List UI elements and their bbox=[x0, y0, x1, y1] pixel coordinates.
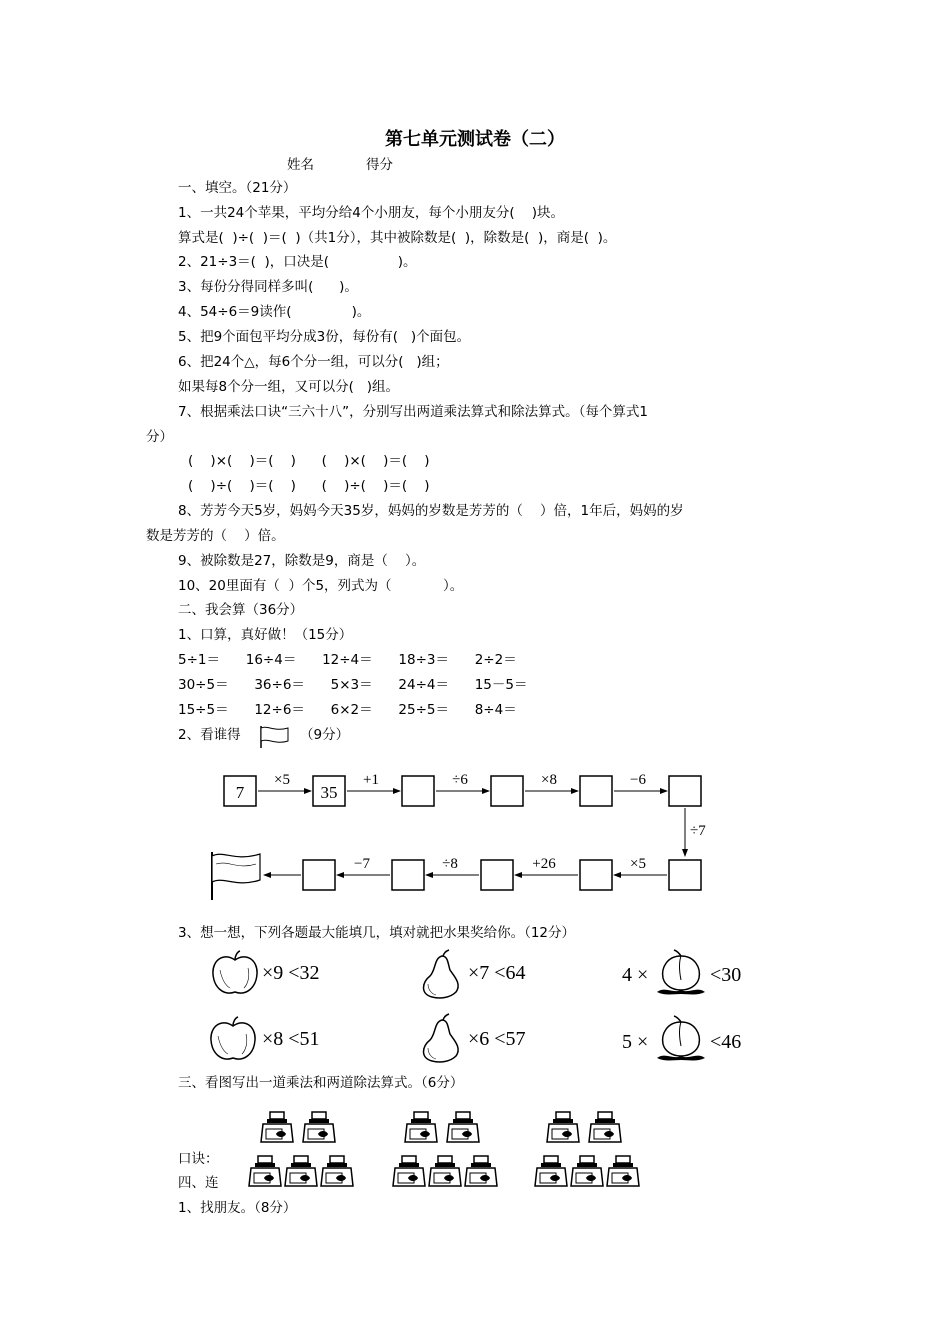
inequality-2: ×7 <64 bbox=[468, 962, 526, 984]
chain-box-9[interactable] bbox=[481, 860, 513, 890]
inequality-5: ×6 <57 bbox=[468, 1028, 526, 1050]
chain-op-5: −6 bbox=[630, 772, 646, 788]
question-7: 7、根据乘法口诀“三六十八”，分别写出两道乘法算式和除法算式。（每个算式1 bbox=[178, 404, 648, 420]
question-8: 8、芳芳今天5岁，妈妈今天35岁，妈妈的岁数是芳芳的（ ）倍，1年后，妈妈的岁 bbox=[178, 503, 684, 519]
oral-calc-row-2: 30÷5＝ 36÷6＝ 5×3＝ 24÷4＝ 15－5＝ bbox=[178, 677, 528, 693]
inequality-4: ×8 <51 bbox=[262, 1028, 320, 1050]
section-1-heading: 一、填空。（21分） bbox=[178, 180, 297, 196]
question-5: 5、把9个面包平均分成3份，每份有( )个面包。 bbox=[178, 329, 471, 345]
chain-box-4[interactable] bbox=[491, 776, 523, 806]
inequality-3-prefix: 4 × bbox=[622, 964, 649, 986]
chain-box-10[interactable] bbox=[392, 860, 424, 890]
chain-box-3[interactable] bbox=[402, 776, 434, 806]
find-friends-heading: 1、找朋友。（8分） bbox=[178, 1200, 297, 1216]
question-8-cont: 数是芳芳的（ ）倍。 bbox=[146, 528, 285, 544]
inequality-3: <30 bbox=[710, 964, 742, 986]
peach-icon bbox=[655, 950, 707, 998]
question-7-cont: 分） bbox=[146, 429, 173, 445]
oral-calc-heading: 1、口算，真好做！（15分） bbox=[178, 627, 353, 643]
chain-op-3: ÷6 bbox=[452, 772, 468, 788]
oral-calc-row-3: 15÷5＝ 12÷6＝ 6×2＝ 25÷5＝ 8÷4＝ bbox=[178, 702, 517, 718]
chain-box-8[interactable] bbox=[580, 860, 612, 890]
page-title: 第七单元测试卷（二） bbox=[385, 129, 565, 150]
chain-op-9: −7 bbox=[354, 856, 370, 872]
chain-op-8: ÷8 bbox=[442, 856, 458, 872]
ink-bottle-group-2-top bbox=[405, 1112, 479, 1142]
ink-bottle-group-3-top bbox=[547, 1112, 621, 1142]
ink-bottle-group-3-bottom bbox=[535, 1156, 639, 1186]
question-6: 6、把24个△，每6个分一组，可以分( )组； bbox=[178, 354, 449, 370]
small-flag-icon bbox=[258, 724, 292, 750]
section-4-heading: 四、连 bbox=[178, 1175, 219, 1191]
chain-box-7[interactable] bbox=[669, 860, 701, 890]
flag-question-heading: 2、看谁得 bbox=[178, 727, 241, 743]
ink-bottle-group-1-bottom bbox=[249, 1156, 353, 1186]
oral-calc-row-1: 5÷1＝ 16÷4＝ 12÷4＝ 18÷3＝ 2÷2＝ bbox=[178, 652, 517, 668]
question-3: 3、每份分得同样多叫( )。 bbox=[178, 279, 358, 295]
chain-box-5[interactable] bbox=[580, 776, 612, 806]
flag-question-score: （9分） bbox=[300, 727, 350, 743]
chain-second-value: 35 bbox=[320, 783, 338, 802]
question-1-formula: 算式是( )÷( )＝( )（共1分），其中被除数是( )，除数是( )，商是( )。 bbox=[178, 230, 617, 246]
chain-box-6[interactable] bbox=[669, 776, 701, 806]
pear-icon bbox=[418, 950, 460, 998]
peach-icon bbox=[655, 1016, 707, 1064]
name-label: 姓名 bbox=[287, 157, 314, 173]
section-3-heading: 三、看图写出一道乘法和两道除法算式。（6分） bbox=[178, 1075, 464, 1091]
apple-icon bbox=[208, 1016, 258, 1064]
question-6-cont: 如果每8个分一组，又可以分( )组。 bbox=[178, 379, 399, 395]
chain-op-6: ×5 bbox=[630, 856, 646, 872]
question-4: 4、54÷6＝9读作( )。 bbox=[178, 304, 371, 320]
inequality-6-prefix: 5 × bbox=[622, 1031, 649, 1053]
calculation-chain bbox=[200, 760, 740, 910]
chain-op-7: +26 bbox=[532, 856, 556, 872]
ink-bottle-group-2-bottom bbox=[393, 1156, 497, 1186]
section-2-heading: 二、我会算（36分） bbox=[178, 602, 304, 618]
question-9: 9、被除数是27，除数是9，商是（ ）。 bbox=[178, 553, 426, 569]
chain-op-4: ×8 bbox=[541, 772, 557, 788]
question-2: 2、21÷3＝( )，口决是( )。 bbox=[178, 254, 417, 270]
inequality-1: ×9 <32 bbox=[262, 962, 320, 984]
mnemonic-label: 口诀： bbox=[178, 1151, 219, 1167]
score-label: 得分 bbox=[366, 157, 393, 173]
fruit-question-heading: 3、想一想，下列各题最大能填几，填对就把水果奖给你。（12分） bbox=[178, 925, 576, 941]
question-10: 10、20里面有（ ）个5，列式为（ ）。 bbox=[178, 578, 464, 594]
ink-bottle-groups bbox=[240, 1106, 660, 1192]
question-7-div-row: ( )÷( )＝( ) ( )÷( )＝( ) bbox=[188, 478, 430, 494]
ink-bottle-group-1-top bbox=[261, 1112, 335, 1142]
chain-op-down: ÷7 bbox=[690, 823, 706, 839]
chain-start-value: 7 bbox=[235, 783, 245, 802]
finish-flag-icon bbox=[212, 852, 260, 900]
pear-icon bbox=[418, 1014, 460, 1062]
chain-op-1: ×5 bbox=[274, 772, 290, 788]
chain-box-11[interactable] bbox=[303, 860, 335, 890]
chain-op-2: +1 bbox=[363, 772, 379, 788]
question-7-mult-row: ( )×( )＝( ) ( )×( )＝( ) bbox=[188, 453, 430, 469]
question-1: 1、一共24个苹果，平均分给4个小朋友，每个小朋友分( )块。 bbox=[178, 205, 565, 221]
apple-icon bbox=[210, 950, 260, 998]
inequality-6: <46 bbox=[710, 1031, 742, 1053]
